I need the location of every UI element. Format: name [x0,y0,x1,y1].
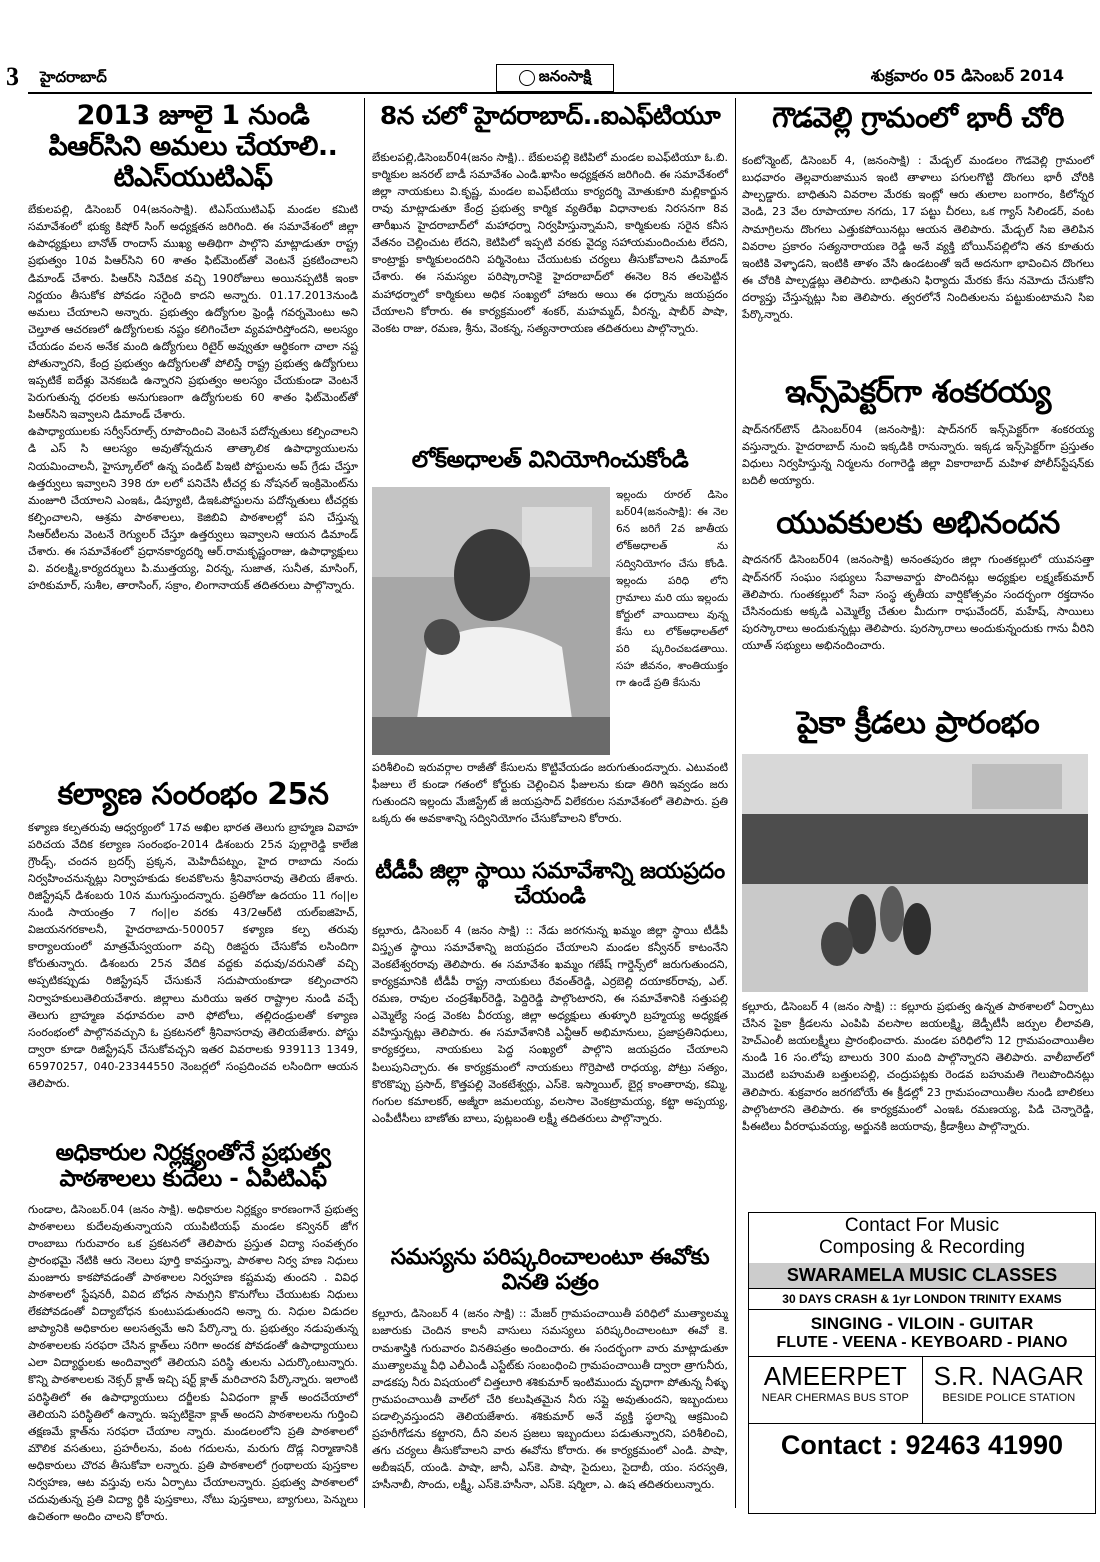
ad-subline: 30 DAYS CRASH & 1yr LONDON TRINITY EXAMS [749,1288,1095,1310]
music-class-advertisement [748,1212,1096,1514]
article-body: గుండాల, డిసెంబర్‌.04 (జనం సాక్షి). అధికారుల నిర్లక్ష్యం కారణంగానే ప్రభుత్వ పాఠశాలలు కుదేలవుతున్నాయని యుపిటియఫ్‌ మండల కన్వినర్‌ జోగ రాంబాబు గురువారం ఒక ప్రకటనలో తెలిపారు ప్రస్తుత విద్యా సంవత్సరం ప్రారంభమై నేటికి ఆరు నెలలు పూర్తి కావస్తున్నా, పాఠశాల నిర్వ హణ నిధులు మంజూరు కాకపోవడంతో పాఠశాలల నిర్వహణ కష్టమవు తుందని . వివిధ పాఠశాలలో స్టేషనరీ, వివిద బోధన సామగ్రిని కొనుగోలు చేయుటకు నిధులు లేకపోవడంతో విద్యాబోధన కుంటుపడుతుందని అన్నా రు. నిధుల విడుదల జాప్యానికి అధికారుల అలసత్వమే అని పేర్కొన్నా రు. ప్రభుత్వం నడుపుతున్న పాఠశాలలకు సరఫరా చేసిన క్లాత్‌లు సరిగా అందక పోవడంతో ఉపాధ్యాయులు ఎలా విద్యార్థులకు అందివ్వాలో తెలియని పరిస్థి తులను ఎదుర్కొంటున్నారు. కొన్ని పాఠశాలలకు నెక్సర్‌ క్లాత్‌ ఇచ్చి షర్ట్‌ క్లాత్‌ మరిచారని పేర్కొన్నారు. ఇలాంటి పరిస్థితిలో ఈ ఉపాధ్యాయులు దర్జీలకు ఏవిధంగా క్లాత్‌ అందచేయాలో తెలియని పరిస్థితిలో ఉన్నారు. ఇప్పటికైనా క్లాత్‌ అందని పాఠశాలలను గుర్తించి తక్షణమే క్లాత్‌ను సరఫరా చేయాల న్నారు. మండలంలోని ప్రతి పాఠశాలలో మౌలిక వసతులు, ప్రహరీలను, వంట గదులను, మరుగు దొడ్ల నిర్మాణానికి అధికారులు చొరవ తీసుకోవా లన్నారు. ప్రతి పాఠశాలలో గ్రంథాలయ పుస్తకాల నిర్వహణ, ఆట వస్తువు లను ఏర్పాటు చేయాలన్నారు. ప్రభుత్వ పాఠశాలలో చదువుతున్న ప్రతి విద్యా ర్థికి పుస్తకాలు, నోటు పుస్తకాలు, బ్యాగులు, పెన్నులు ఉచితంగా అందిం చాలని కోరారు. [28,1202,358,1524]
article-headline: 2013 జూలై 1 నుండి పిఆర్‌సిని అమలు చేయాలి.. టిఎస్‌యుటిఎఫ్‌ [48,100,338,194]
article-body: కల్లూరు, డిసెంబర్‌ 4 (జనం సాక్షి) :: నేడు జరగనున్న ఖమ్మం జిల్లా స్థాయి టీడీపీ విస్తృత స్థాయి సమావేశాన్ని జయప్రదం చేయాలని మండల కన్వీనర్‌ కాటంనేని వెంకటేశ్వరరావు తెలిపారు. ఈ సమావేశం ఖమ్మం గణేష్‌ గార్డెన్స్‌లో జరుగుతుందని, కార్యక్రమానికి టీడీపీ రాష్ట్ర నాయకులు రేవంత్‌రెడ్డి, ఎర్రబెల్లి దయాకర్‌రావు, ఎల్‌. రమణ, రావుల చంద్రశేఖర్‌రెడ్డి, పెద్దిరెడ్డి పాల్గొంటారని, ఈ సమావేశానికి సత్తుపల్లి ఎమ్మెల్యే సండ్ర వెంకట వీరయ్య, జిల్లా అధ్యక్షులు తుళ్ళూరి బ్రహ్మయ్య అధ్యక్షత వహిస్తున్నట్లు తెలిపారు. ఈ సమావేశానికి ఎన్టీఆర్‌ అభిమానులు, ప్రజాప్రతినిధులు, కార్యకర్తలు, నాయకులు పెద్ద సంఖ్యలో పాల్గొని జయప్రదం చేయాలని పిలుపునిచ్చారు. ఈ కార్యక్రమంలో నాయకులు గొర్రెపాటి రాధయ్య, పోట్రు సత్యం, కొరకొప్పు ప్రసాద్‌, కొత్తపల్లి వెంకటేశ్వర్లు, ఎస్‌కె. ఇస్మాయిల్‌, బైర్ల కాంతారావు, కమ్మి, గంగుల కమాలకర్‌, అజ్మీరా జమలయ్య, వలసాల వెంకట్రామయ్య, కట్టా అప్పయ్య, ఎంపీటీసీలు బాణోతు బాలు, పుట్లబంతి లక్ష్మీ తదితరులు పాల్గొన్నారు. [372,923,728,1125]
ad-location [749,1357,923,1423]
article-body: కల్లూరు, డిసెంబర్‌ 4 (జనం సాక్షి) :: కల్లూరు ప్రభుత్వ ఉన్నత పాఠశాలలో ఏర్పాటు చేసిన పైకా క్రీడలను ఎంపిపి వలసాల జయలక్ష్మి, జెడ్పీటీసీ జర్పుల లీలావతి, హెచ్‌ఎంలీ జయలక్ష్మీలు ప్రారంభించారు. మండల పరిధిలోని 12 గ్రామపంచాయితీల నుండి 16 సం.లోపు బాలురు 300 మంది పాల్గొన్నారని తెలిపారు. వాలీబాల్‌లో మొదటి బహుమతి బత్తులపల్లి, చంద్రుపట్లకు రెండవ బహుమతి గెలుపొందినట్లు తెలిపారు. శుక్రవారం జరగబోయే ఈ క్రీడల్లో 23 గ్రామపంచాయితీల నుండి బాలికలు పాల్గొంటారని తెలిపారు. ఈ కార్యక్రమంలో ఎంఇఓ రమణయ్య, పిడి చెన్నారెడ్డి, పీఈటిలు వీరరాఘవయ్య, అర్జునకి జయరావు, క్రీడాశ్రీలు పాల్గొన్నారు. [742,1000,1094,1133]
article-headline: ఇన్స్‌పెక్టర్‌గా శంకరయ్య [785,374,1051,411]
article-headline: టీడీపీ జిల్లా స్థాయి సమావేశాన్ని జయప్రదం చేయండి [375,859,725,910]
sports-photo [742,754,1088,992]
news-photo [372,487,610,755]
article-headline: అధికారుల నిర్లక్ష్యంతోనే ప్రభుత్వ పాఠశాలలు కుదేలు - ఏపిటిఎఫ్‌ [55,1139,331,1193]
article-headline: గౌడవెల్లి గ్రామంలో భారీ చోరి [772,101,1064,134]
column-left [28,100,358,1524]
article-body: బేకులపల్లి, డిసెంబర్‌ 04(జనంసాక్షి). టిఎస్‌యుటిఎఫ్‌ మండల కమిటి సమావేశంలో భుక్య కిషోర్‌ సింగ్‌ అధ్యక్షతన జరిగింది. ఈ సమావేశంలో జిల్లా ఉపాధ్యక్షులు బానోత్‌ రాందాస్‌ ముఖ్య అతిథిగా పాల్గొని మాట్లాడుతూ రాష్ట్ర ప్రభుత్వం 10వ పిఆర్‌సిని 60 శాతం ఫిట్‌మెంట్‌తో వెంటనే ప్రకటించాలని డిమాండ్‌ చేశారు. పిఆర్‌సి నివేదిక వచ్చి 190రోజులు అయినప్పటికీ ఇంకా నిర్ణయం తీసుకోక పోవడం సరైంది కాదని అన్నారు. 01.17.2013నుండి అమలు చేయాలని అన్నారు. ప్రభుత్వం ఉద్యోగుల ఫ్రెండ్లీ గవర్నమెంటు అని చెల్తూత ఆచరణలో ఉద్యోగులకు నష్టం కలిగించేలా వ్యవహరిస్తోందని, అలస్యం చేయడం వలన అనేక మంది ఉద్యోగులు రిటైర్‌ అవ్వుతూ ఆర్థికంగా చాలా నష్ట పోతున్నారని, కేంద్ర ప్రభుత్వం ఉద్యోగులతో పోలిస్తే రాష్ట్ర ప్రభుత్వ ఉద్యోగులు ఇప్పటికే ఐదేళ్లు వెనకబడి ఉన్నారని ప్రభుత్వం అలస్యం చేయకుండా వెంటనే పెరుగుతున్న ధరలకు అనుగుణంగా ఉద్యోగులకు 60 శాతం ఫిట్‌మెంట్‌తో పిఆర్‌సిని ఇవ్వాలని డిమాండ్‌ చేశారు. ఉపాధ్యాయులకు సర్వీస్‌రూల్స్‌ రూపొందించి వెంటనే పదోన్నతులు కల్పించాలని డి ఎస్‌ సి ఆలస్యం అవుతోన్నదున తాత్కాలిక ఉపాధ్యాయులను నియమించాలనీ, హైస్కూల్‌లో ఉన్న పండిట్‌ పిఇటి పోస్టులను అప్‌ గ్రేడు చేస్తూ ఉత్తర్వులు ఇవ్వాలని 398 రూ లలో పనిచేసి టీచర్ల కు నోషనల్‌ ఇంక్రిమెంట్‌ను మంజూరి చేయాలని ఎంఇఓ, డిప్యూటి, డిఇఓపోస్టులను పదోన్నతులు టీచర్లకు కల్పించాలని, ఆశ్రమ పాఠశాలలు, కెజిబివి పాఠశాలల్లో పని చేస్తున్న సిఆర్‌టీలను వెంటనే రెగ్యులర్‌ చేస్తూ ఉత్తర్వులు ఇవ్వాలని ఆయన డిమాండ్‌ చేశారు. ఈ సమావేశంలో ప్రధానకార్యదర్శి ఆర్‌.రామకృష్ణంరాజు, ఉపాధ్యాక్షులు వి. వరలక్ష్మి,కార్యదర్శులు పి.ముత్తయ్య, విరన్న, సుజాత, సునీత, మాసింగ్‌, హరికుమార్‌, సుశీల, తారాసింగ్‌, సక్రాం, లింగానాయక్‌ తదితరులు పాల్గొన్నారు. [28,203,358,593]
ad-contact: Contact : 92463 41990 [780,1430,1064,1460]
newspaper-logo [496,64,614,92]
article-headline: సమస్యను పరిష్కరించాలంటూ ఈవోకు వినతి పత్రం [390,1244,710,1296]
masthead-rule [28,92,1092,94]
article-body: షాద్‌నగర్‌టౌన్‌ డిసెంబర్‌04 (జనంసాక్షి): షాద్‌నగర్‌ ఇన్స్‌పెక్టర్‌గా శంకరయ్య వస్తున్నారు. హైదరాబాద్‌ నుంచి ఇక్కడికి రానున్నారు. ఇక్కడ ఇన్స్‌పెక్టర్‌గా ప్రస్తుతం విధులు నిర్వహిస్తున్న నిర్మలను రంగారెడ్డి జిల్లా వికారాబాద్‌ మహిళ పోలీస్‌స్టేషన్‌కు బదిలీ అయ్యారు. [742,422,1094,488]
masthead [0,0,1100,95]
article-headline: కల్యాణ సంరంభం 25న [57,777,329,813]
ad-location-name: AMEERPET [763,1361,907,1391]
logo-emblem-icon [519,70,535,86]
logo-text: జనంసాక్షి [538,67,592,85]
article-body: కళ్యాణ కల్పతరువు ఆధ్వర్యంలో 17వ అఖిల భారత తెలుగు బ్రాహ్మణ వివాహ పరిచయ వేదిక కల్యాణ సంరంభం-2014 డిశంబరు 25న పుల్లారెడ్డి కాలేజి గ్రౌండ్స్‌, చందన బ్రదర్స్‌ ప్రక్కన, మెహిదీపట్నం, హైద రాబాదు నందు నిర్వహించనున్నట్లు నిర్వాహకుడు కలవకొలను శ్రీనివాసరావు తెలియ జేశారు. రిజిస్ట్రేషన్‌ డిశంబరు 10న ముగుస్తుందన్నారు. ప్రతిరోజు ఉదయం 11 గం||ల నుండి సాయంత్రం 7 గం||ల వరకు 43/2ఆర్‌టి యల్‌ఐజిహెచ్‌, విజయనగరకాలనీ, హైదరాబాదు-500057 కళ్యాణ కల్ప తరువు కార్యాలయంలో మాత్రమేస్వయంగా వచ్చి రిజిస్టరు చేసుకోవ లసిందిగా కోరుతున్నారు. డిశంబరు 25న వేదిక వద్దకు వధువు/వరునితో వచ్చి అప్పటికప్పుడు రిజిస్ట్రేషన్‌ చేసుకునే సదుపాయంకూడా కల్పించారని నిర్వాహకులుతెలియచేశారు. జిల్లాలు మరియు ఇతర రాష్ట్రాల నుండి వచ్చే తెలుగు బ్రాహ్మణ వధూవరుల వారి ఫోటోలు, తల్లిదండ్రులతో కళ్యాణ సంరంభంలో పాల్గొనవచ్చుని ఓ ప్రకటనలో శ్రీనివాసరావు తెలియజేశారు. పోస్టు ద్వారా కూడా రిజిస్ట్రేషన్‌ చేసుకోవచ్చని ఇతర వివరాలకు 939113 1349, 65970257, 040-23344550 నెంబర్లలో సంప్రదించవ లసిందిగా ఆయన తెలిపారు. [28,820,358,1091]
kabaddi-photo-icon [742,754,1088,992]
article-body: షాదనగర్‌ డిసెంబర్‌04 (జనంసాక్షి) అనంతపురం జిల్లా గుంతకల్లులో యువసత్తా షాద్‌నగర్‌ సంఘం సభ్యులు సేవాఅవార్డు పొందినట్లు అధ్యక్షుల లక్ష్మణ్‌కుమార్‌ తెలిపారు. గుంతకల్లులో సేవా సంస్థ తృతీయ వార్షికోత్సవం సందర్బంగా రక్తదానం చేసినందుకు అక్కడి ఎమ్మెల్యే చేతుల మీదుగా రాఘవేందర్‌, మహేష్‌, సాయిలు పురస్కారాలు అందుకున్నట్లు తెలిపారు. పురస్కారాలు అందుకున్నందుకు గాను వీరిని యూత్‌ సభ్యులు అభినందించారు. [742,553,1094,652]
city-label: హైదరాబాద్‌ [40,68,107,86]
article-body: బేకులపల్లి,డిసెంబర్‌04(జనం సాక్షి).. బేకులపల్లి కెటిపిలో మండల ఐఎఫ్‌టియూ ఓ.బి. కార్మికుల జనరల్‌ బాడీ సమావేశం ఎండి.ఖాసిం అధ్యక్షతన జరిగింది. ఈ సమావేశంలో జిల్లా నాయకులు వి.కృష్ణ, మండల ఐఎఫ్‌టియు కార్యదర్శి మోతుకూరి మల్లికార్జున రావు మాట్లాడుతూ కేంద్ర ప్రభుత్వ కార్మిక వ్యతిరేఖ విధానాలకు నిరసనగా 8వ తారీఖున హైదరాబాద్‌లో మహాధర్నా నిర్వహిస్తున్నామని, కార్మికులకు సరైన కనీస వేతనం చెల్లించుట లేదని, కెటిపిలో ఇప్పటి వరకు వైద్య సహాయమందించుట లేదని, కాంట్రాక్టు కార్మికులందరిని పర్మినెంటు చేయుటకు చర్యలు తీసుకోవాలని డిమాండ్‌ చేశారు. ఈ సమస్యల పరిష్కారానికై హైదరాబాద్‌లో ఈనెల 8న తలపెట్టిన మహాధర్నాలో కార్మికులు అధిక సంఖ్యలో హాజరు అయి ఈ ధర్నాను జయప్రదం చేయాలని కోరారు. ఈ కార్యక్రమంలో శంకర్‌, మహమ్మద్‌, వీరన్న, షాబీర్‌ పాషా, వెంకట రాజు, రమణ, శ్రీను, వెంకన్న, సత్యనారాయణ తదితరులు పాల్గొన్నారు. [372,150,728,335]
article-body: పరిశీలించి ఇరువర్గాల రాజీతో కేసులను కొట్టివేయడం జరుగుతుందన్నారు. ఎటువంటి ఫీజులు లే కుండా గతంలో కోర్టుకు చెల్లించిన ఫీజులను కుడా తిరిగి ఇవ్వడం జరు గుతుందని ఇల్లందు మేజిస్ట్రేట్‌ జీ జయప్రసాద్‌ విలేకరుల సమావేశంలో తెలిపారు. ప్రతి ఒక్కరు ఈ అవకాశాన్ని సద్వినియోగం చేసుకోవాలని కోరారు. [372,761,728,826]
ad-locations [749,1357,1095,1424]
article-headline: పైకా క్రీడలు ప్రారంభం [796,705,1040,742]
ad-banner: SWARAMELA MUSIC CLASSES [749,1263,1095,1288]
ad-instruments: FLUTE - VEENA - KEYBOARD - PIANO [749,1334,1095,1357]
article-body: కల్లూరు, డిసెంబర్‌ 4 (జనం సాక్షి) :: మేజర్‌ గ్రామపంచాయితీ పరిధిలో ముత్యాలమ్మ బజారుకు చెందిన కాలనీ వాసులు సమస్యలు పరిష్కరించాలంటూ ఈవో కె. రామశాస్త్రికి గురువారం వినతిపత్రం అందించారు. ఈ సందర్భంగా వారు మాట్లాడుతూ ముత్యాలమ్మ వీధి ఎలీఎండీ ఎస్టేట్‌కు సంబంధించి గ్రామపంచాయితీ ద్వారా త్రాగునీరు, వాడకపు నీరు విషయంలో చిత్తలూరి శశికుమార్‌ ఇంటిముందు వృధాగా పోతున్న నీళ్ళు గ్రామపంచాయితీ వాల్‌లో చేరి కలుషితమైన నీరు సప్లై అవుతుందని, ఇబ్బందులు పడాల్సివస్తుందని తెలియజేశారు. శశికుమార్‌ అనే వ్యక్తి స్థలాన్ని ఆక్రమించి ప్రహరీగోడను కట్టారని, దీని వలన ప్రజలు ఇబ్బందులు పడుతున్నారని, పరిశీలించి, తగు చర్యలు తీసుకోవాలని వారు ఈవోను కోరారు. ఈ కార్యక్రమంలో ఎండి. పాషా, అబీఇషర్‌, యండి. పాషా, జానీ, ఎస్‌కె. పాషా, సైదులు, సైదాబీ, యం. సరస్వతి, హసీనాబీ, సొందు, లక్ష్మీ, ఎస్‌కె.హసీనా, ఎస్‌కె. షర్మిలా, ఎ. ఉష తదితరులున్నారు. [372,1307,728,1492]
article-body: ఇల్లందు రూరల్‌ డిసెం బర్‌04(జనంసాక్షి): ఈ నెల 6న జరిగే 2వ జాతీయ లోక్‌అధాలత్‌ ను సద్వినియోగం చేసు కోండి. ఇల్లందు పరిధి లోని గ్రామాలు మరి యు ఇల్లందు కోర్టులో వాయిదాలు వున్న కేసు లు లోక్‌అధాలత్‌లో పరి ష్కరించబడతాయి. సహ జీవనం, శాంతియుక్తం గా ఉండే ప్రతి కేసును [616,489,728,690]
ad-location-name: S.R. NAGAR [933,1361,1084,1391]
article-headline: యువకులకు అభినందన [776,504,1060,541]
ad-location-note: BESIDE POLICE STATION [942,1392,1076,1404]
ad-instruments: SINGING - VILOIN - GUITAR [810,1314,1034,1333]
column-divider [735,98,736,1508]
article-body: కంటోన్మెంట్‌, డిసెంబర్‌ 4, (జనంసాక్షి) : మేడ్చల్‌ మండలం గౌడవెల్లి గ్రామంలో బుధవారం తెల్లవారుజామున ఇంటి తాళాలు పగులగొట్టి దొంగలు భారీ చోరికి పాల్పడ్డారు. బాధితుని వివరాల మేరకు ఇంట్లో ఆరు తులాల బంగారం, కిలోన్నర వెండి, 23 వేల రూపాయాల నగదు, 17 పట్టు చీరలు, ఒక గ్యాస్‌ సిలిండర్‌, వంట సామాగ్రిలను దొంగలు ఎత్తుకపోయినట్లు ఆయన తెలిపారు. మేడ్చల్‌ సిఐ తెలిపిన వివరాల ప్రకారం సత్యనారాయణ రెడ్డి అనే వ్యక్తి బోయిన్‌పల్లిలోని తన కూతురు ఇంటికి వెళ్ళాడని, ఇంటికి తాళం వేసి ఉండటంతో ఇదే అదనుగా భావించిన దొంగలు ఈ చోరికి పాల్పడ్డట్లు తెలిపారు. బాధితుని ఫిర్యాదు మేరకు కేసు నమోదు చేసుకోని దర్యాప్తు చేస్తున్నట్లు సిఐ తెలిపారు. త్వరలోనే నిందితులను పట్టుకుంటామని సిఐ పేర్కొన్నారు. [742,154,1094,322]
official-photo-icon [372,487,610,755]
ad-line: Composing & Recording [819,1237,1025,1258]
ad-location-note: NEAR CHERMAS BUS STOP [761,1392,909,1404]
column-middle [372,100,728,1510]
ad-location [923,1357,1096,1423]
column-divider [364,98,365,1508]
article-headline: లోక్‌అధాలత్‌ వినియోగించుకోండి [411,446,689,473]
issue-date: శుక్రవారం 05 డిసెంబర్‌ 2014 [870,66,1064,85]
column-right [742,100,1094,1200]
ad-line: Contact For Music [844,1215,1000,1236]
page-number: 3 [6,62,19,91]
article-headline: 8న చలో హైదరాబాద్‌..ఐఎఫ్‌టియూ [379,101,721,130]
